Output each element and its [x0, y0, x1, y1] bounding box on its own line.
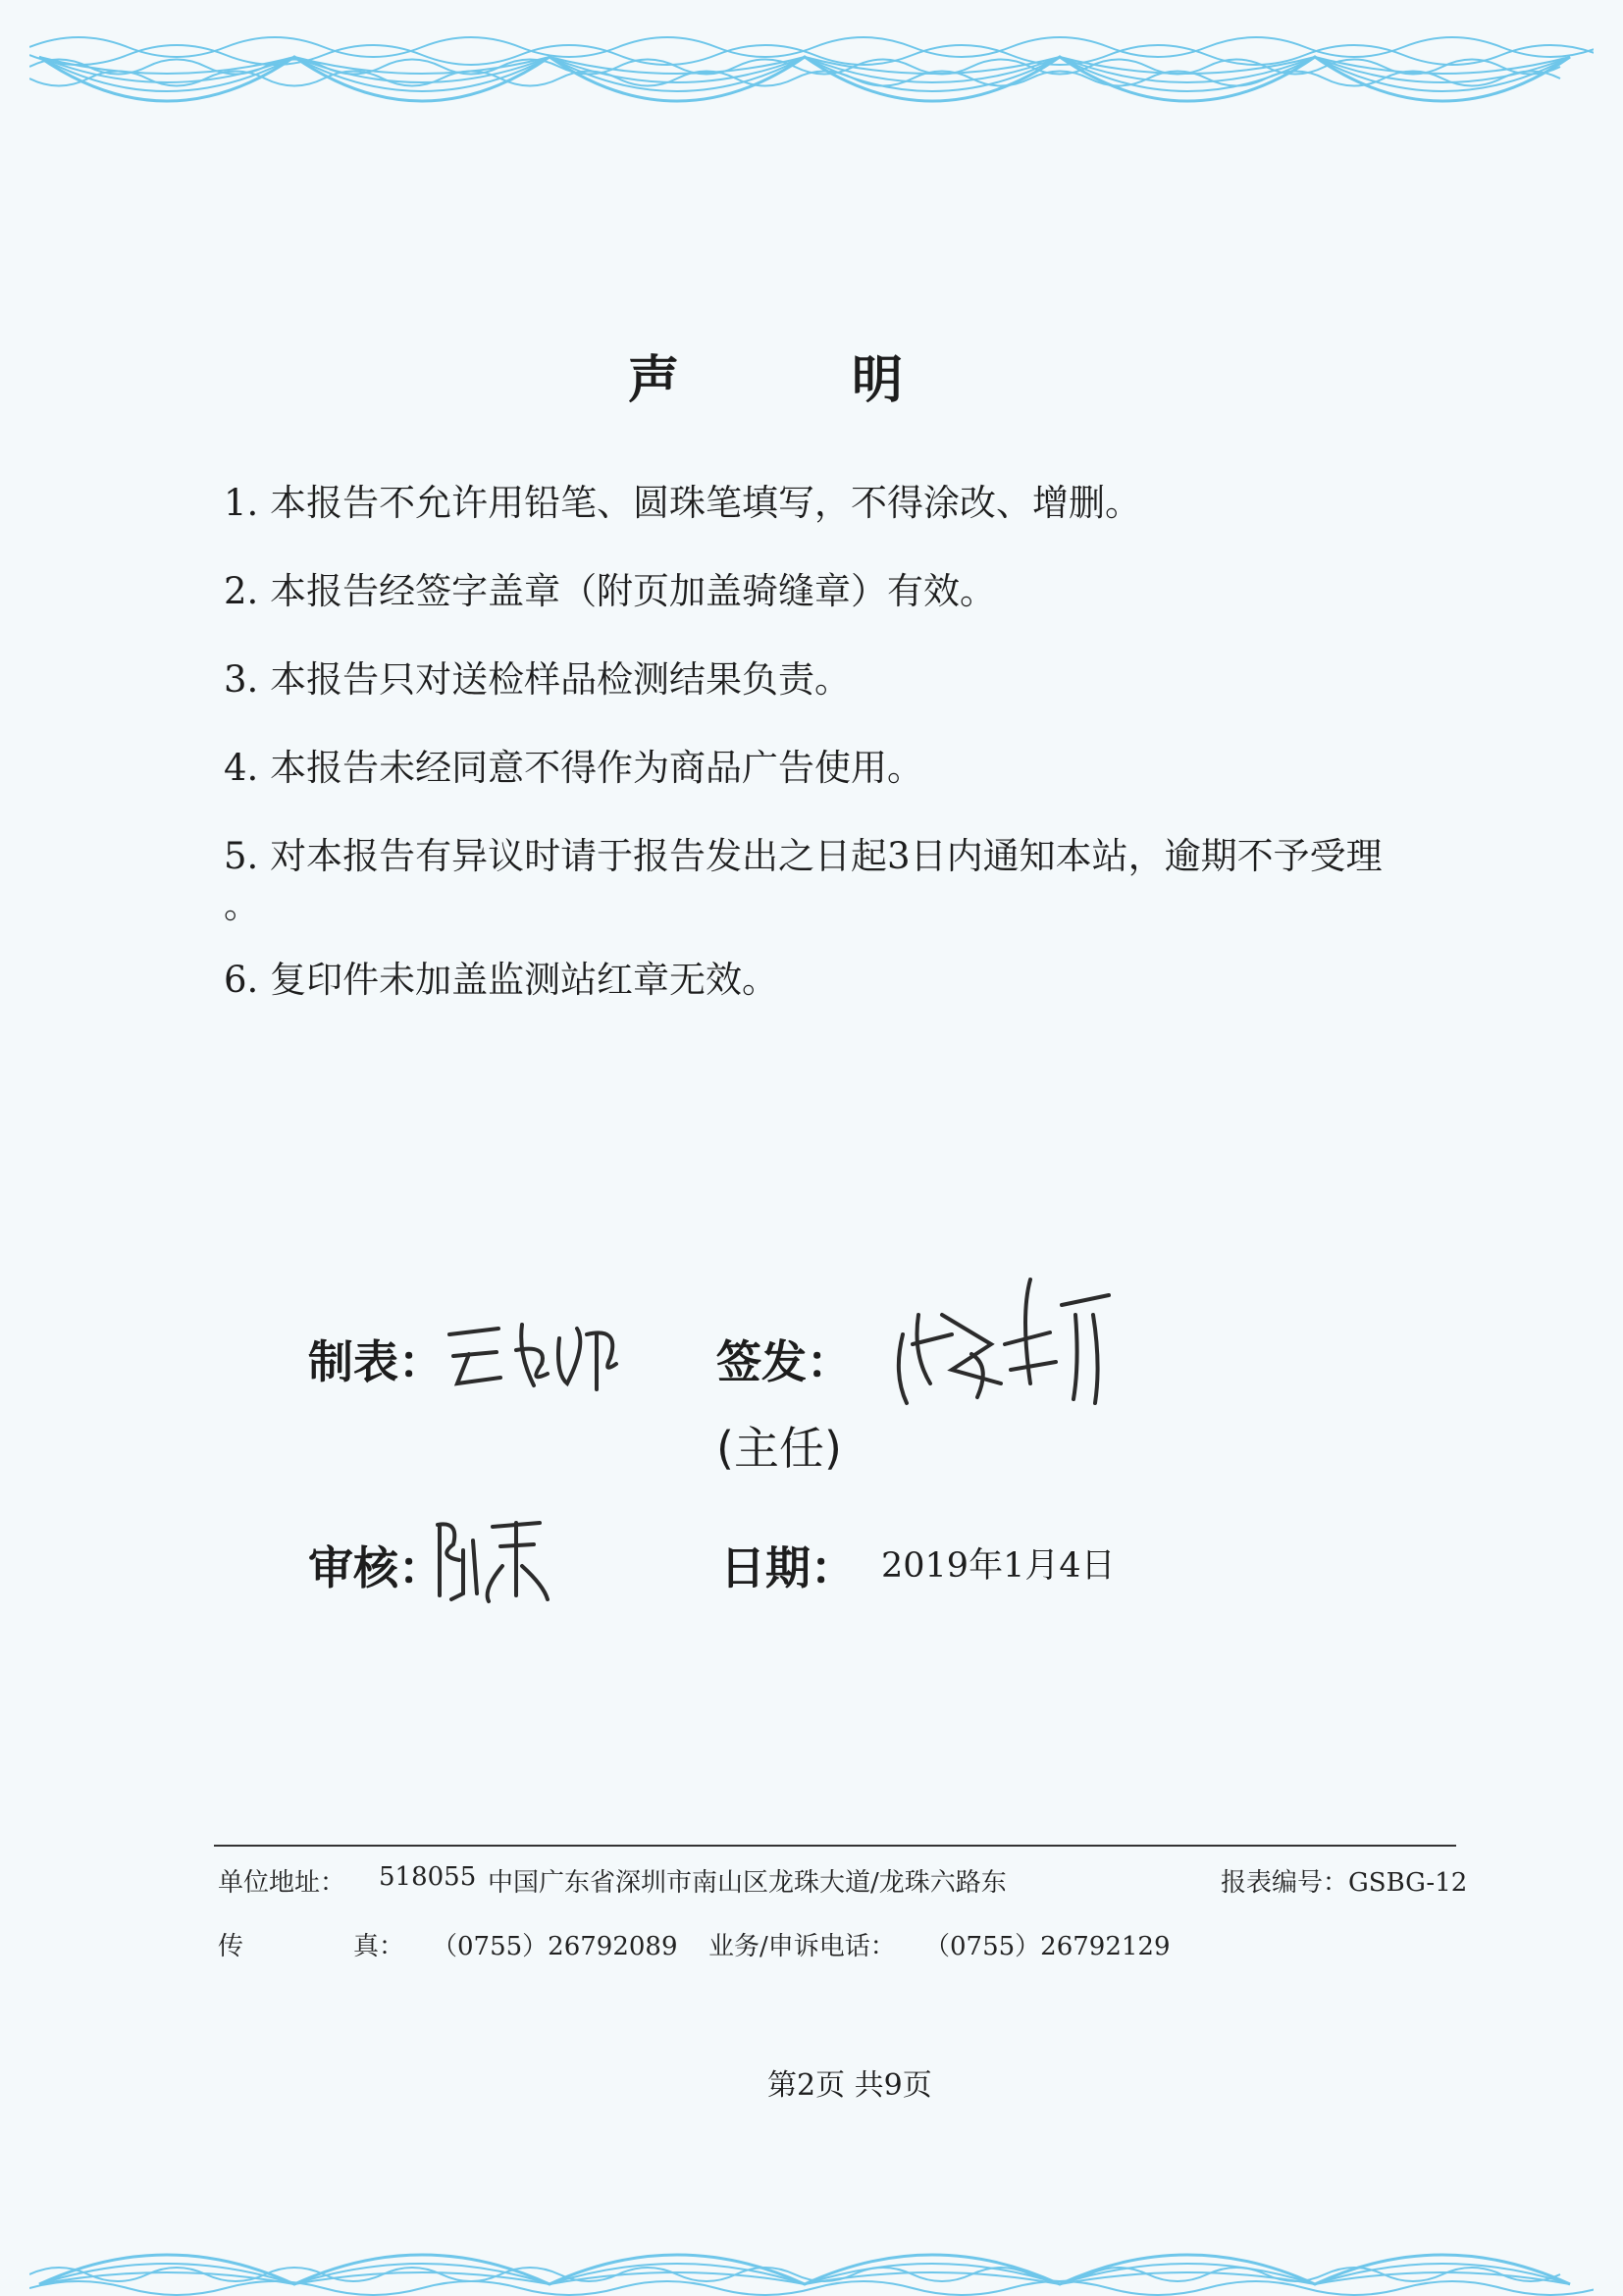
clause-5: 5. 对本报告有异议时请于报告发出之日起3日内通知本站，逾期不予受理 [224, 835, 1383, 877]
declaration-list [224, 479, 1460, 1044]
guilloche-pattern-bottom [29, 2225, 1594, 2296]
fax-label-part-1: 传 [218, 1932, 244, 1961]
director-label: (主任) [716, 1422, 842, 1475]
address-label: 单位地址： [218, 1868, 346, 1898]
page-title [628, 339, 903, 412]
clause-2: 2. 本报告经签字盖章（附页加盖骑缝章）有效。 [224, 570, 997, 612]
title-char-1: 声 [628, 350, 680, 410]
clause-5-continuation: 。 [224, 884, 260, 926]
prepared-by-signature [440, 1305, 636, 1393]
complaint-phone-label: 业务/申诉电话： [708, 1932, 896, 1961]
issued-by-signature [883, 1276, 1119, 1413]
page-number: 第2页 共9页 [767, 2068, 932, 2103]
clause-6: 6. 复印件未加盖监测站红章无效。 [224, 959, 779, 1001]
reviewed-by-label: 审核： [308, 1541, 444, 1594]
reviewed-by-signature [424, 1511, 561, 1609]
prepared-by-label: 制表： [308, 1335, 444, 1388]
title-char-2: 明 [851, 350, 903, 410]
form-code: 报表编号：GSBG-12 [1221, 1868, 1468, 1898]
address: 中国广东省深圳市南山区龙珠大道/龙珠六路东 [488, 1868, 1007, 1898]
footer-divider [214, 1845, 1456, 1847]
postcode: 518055 [379, 1862, 477, 1892]
guilloche-border-bottom [29, 2225, 1594, 2296]
clause-1: 1. 本报告不允许用铅笔、圆珠笔填写，不得涂改、增删。 [224, 482, 1142, 524]
guilloche-pattern-top [29, 27, 1594, 145]
issued-by-label: 签发： [716, 1335, 852, 1388]
clause-3: 3. 本报告只对送检样品检测结果负责。 [224, 658, 852, 701]
date-value: 2019年1月4日 [881, 1546, 1116, 1586]
clause-4: 4. 本报告未经同意不得作为商品广告使用。 [224, 747, 924, 789]
fax-label-part-2: 真： [353, 1932, 405, 1961]
complaint-phone: （0755）26792129 [924, 1932, 1171, 1961]
date-label: 日期： [720, 1541, 856, 1594]
guilloche-border-top [29, 27, 1594, 145]
fax-number: （0755）26792089 [432, 1932, 678, 1961]
